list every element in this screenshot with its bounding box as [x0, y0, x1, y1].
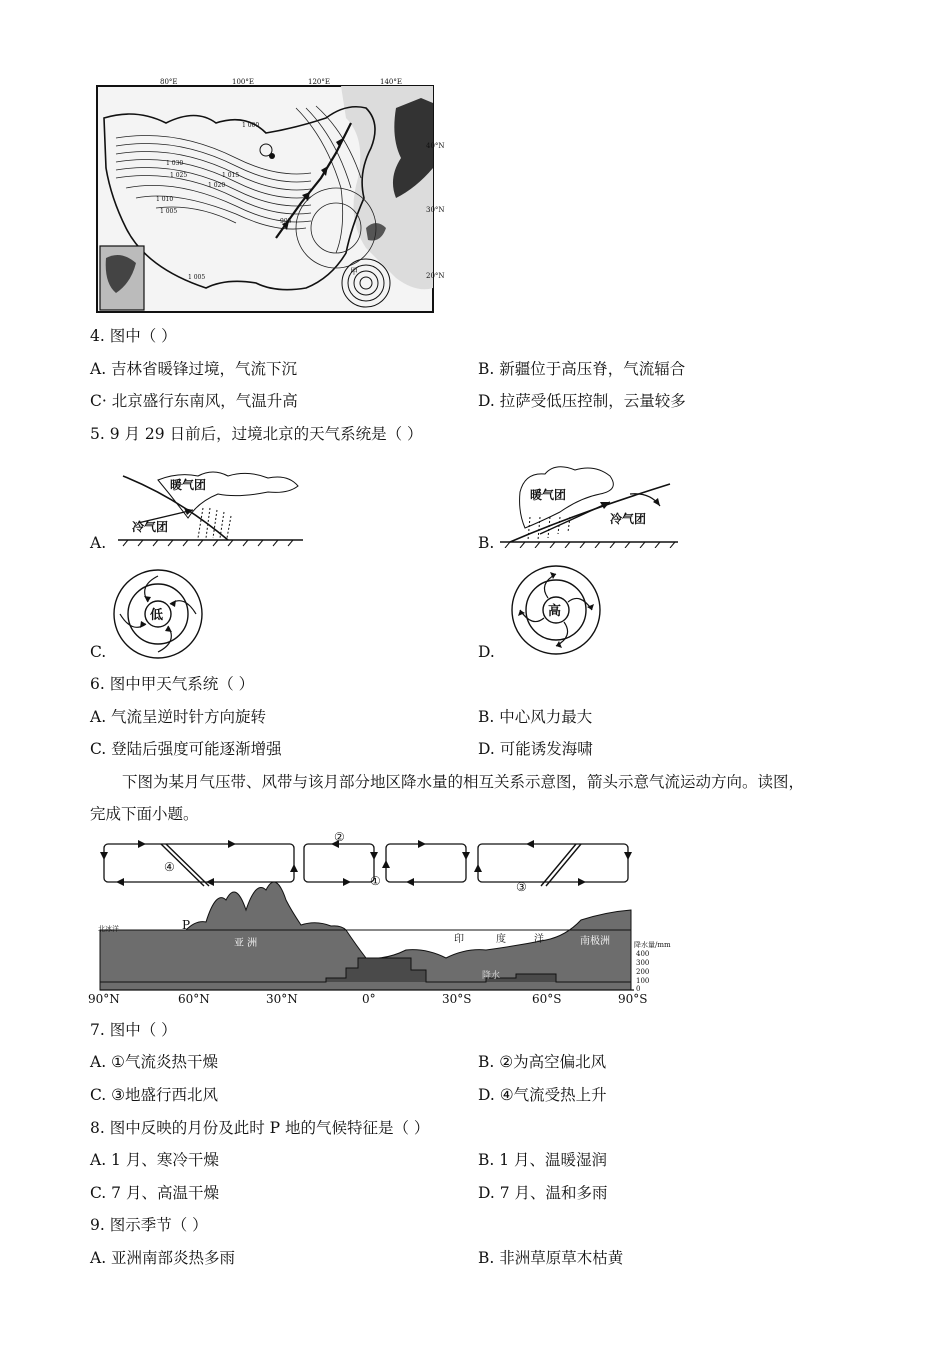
marker-4: ④: [164, 860, 175, 874]
marker-2: ②: [334, 830, 345, 844]
cold-front-diagram: [118, 468, 308, 548]
front-diagram-a: [118, 468, 308, 548]
weather-map-figure: [96, 78, 445, 314]
low-center-label: 低: [150, 608, 164, 623]
precip-tick: 300: [636, 959, 650, 967]
pressure-belt-profile: [86, 830, 676, 1006]
pressure-diagram-d: [508, 562, 604, 658]
lat-tick: 60°S: [532, 992, 562, 1006]
question-4-option-d[interactable]: D. 拉萨受低压控制，云量较多: [478, 392, 686, 410]
lat-tick: 30°S: [442, 992, 472, 1006]
high-center-label: 高: [548, 604, 562, 619]
question-5-option-b[interactable]: B.: [478, 534, 495, 552]
question-7-option-b[interactable]: B. ②为高空偏北风: [478, 1053, 607, 1071]
cold-air-mass-label: 冷气团: [610, 512, 647, 526]
precip-axis-title: 降水量/mm: [634, 941, 671, 949]
lat-tick: 60°N: [178, 992, 210, 1006]
question-9-option-a[interactable]: A. 亚洲南部炎热多雨: [90, 1249, 236, 1267]
question-6-option-b[interactable]: B. 中心风力最大: [478, 708, 593, 726]
isobar-label: 1 020: [208, 182, 226, 189]
arctic-label: 北冰洋: [98, 925, 119, 933]
lat-label: 30°N: [426, 206, 445, 214]
isobar-label: 1 030: [166, 160, 184, 167]
precip-tick: 400: [636, 950, 650, 958]
precip-tick: 100: [636, 977, 650, 985]
intro-line-1: 下图为某月气压带、风带与该月部分地区降水量的相互关系示意图，箭头示意气流运动方向。读图，: [122, 773, 805, 791]
question-9-option-b[interactable]: B. 非洲草原草木枯黄: [478, 1249, 624, 1267]
question-5-option-c[interactable]: C.: [90, 643, 107, 661]
question-7-option-d[interactable]: D. ④气流受热上升: [478, 1086, 607, 1104]
lat-label: 40°N: [426, 142, 445, 150]
question-6-stem: 6. 图中甲天气系统（ ）: [90, 675, 255, 693]
warm-air-mass-label: 暖气团: [530, 488, 567, 502]
question-8-option-d[interactable]: D. 7 月、温和多雨: [478, 1184, 608, 1202]
weather-map: [96, 78, 442, 314]
lat-tick: 30°N: [266, 992, 298, 1006]
question-6-option-c[interactable]: C. 登陆后强度可能逐渐增强: [90, 740, 282, 758]
question-5-stem: 5. 9 月 29 日前后，过境北京的天气系统是（ ）: [90, 425, 423, 443]
lat-label: 20°N: [426, 272, 445, 280]
p-label: P: [182, 918, 191, 932]
asia-label: 亚 洲: [234, 938, 258, 949]
question-8-option-b[interactable]: B. 1 月、温暖湿润: [478, 1151, 608, 1169]
ocean-char: 度: [496, 934, 506, 945]
lon-label: 120°E: [308, 78, 330, 86]
question-4-option-a[interactable]: A. 吉林省暖锋过境，气流下沉: [90, 360, 298, 378]
question-7-option-c[interactable]: C. ③地盛行西北风: [90, 1086, 219, 1104]
question-6-option-a[interactable]: A. 气流呈逆时针方向旋转: [90, 708, 267, 726]
warm-front-diagram: [500, 462, 680, 548]
question-6-option-d[interactable]: D. 可能诱发海啸: [478, 740, 593, 758]
lat-tick: 90°S: [618, 992, 648, 1006]
question-4-option-b[interactable]: B. 新疆位于高压脊，气流辐合: [478, 360, 686, 378]
lat-tick: 0°: [362, 992, 376, 1006]
isobar-label: 1 005: [160, 208, 178, 215]
question-8-option-a[interactable]: A. 1 月、寒冷干燥: [90, 1151, 219, 1169]
front-diagram-b: [500, 462, 680, 548]
isobar-label: 1 005: [188, 274, 206, 281]
pressure-belt-profile-figure: [86, 830, 676, 1006]
lon-label: 80°E: [160, 78, 178, 86]
question-4-option-c[interactable]: C· 北京盛行东南风，气温升高: [90, 392, 298, 410]
question-8-stem: 8. 图中反映的月份及此时 P 地的气候特征是（ ）: [90, 1119, 430, 1137]
lat-tick: 90°N: [88, 992, 120, 1006]
ocean-char: 印: [454, 934, 464, 945]
question-9-stem: 9. 图示季节（ ）: [90, 1216, 208, 1234]
precip-tick: 200: [636, 968, 650, 976]
lon-label: 100°E: [232, 78, 254, 86]
pressure-diagram-c: [110, 566, 206, 662]
warm-air-mass-label: 暖气团: [170, 478, 207, 492]
question-7-stem: 7. 图中（ ）: [90, 1021, 177, 1039]
intro-line-2: 完成下面小题。: [90, 805, 199, 823]
isobar-label: 1 010: [156, 196, 174, 203]
precip-label: 降水: [482, 971, 501, 981]
question-5-option-a[interactable]: A.: [90, 534, 107, 552]
question-5-option-d[interactable]: D.: [478, 643, 495, 661]
isobar-label: 1 025: [170, 172, 188, 179]
place-mark: 甲: [350, 267, 358, 276]
question-4-stem: 4. 图中（ ）: [90, 327, 177, 345]
lon-label: 140°E: [380, 78, 402, 86]
isobar-label: 1 000: [242, 122, 260, 129]
marker-1: ①: [370, 874, 381, 888]
antarctica-label: 南极洲: [580, 936, 610, 947]
precip-tick: 0: [636, 985, 641, 993]
cold-air-mass-label: 冷气团: [132, 520, 169, 534]
marker-3: ③: [516, 880, 527, 894]
question-8-option-c[interactable]: C. 7 月、高温干燥: [90, 1184, 219, 1202]
question-7-option-a[interactable]: A. ①气流炎热干燥: [90, 1053, 218, 1071]
ocean-char: 洋: [534, 934, 544, 945]
isobar-label: 995: [280, 218, 292, 225]
isobar-label: 1 015: [222, 172, 240, 179]
